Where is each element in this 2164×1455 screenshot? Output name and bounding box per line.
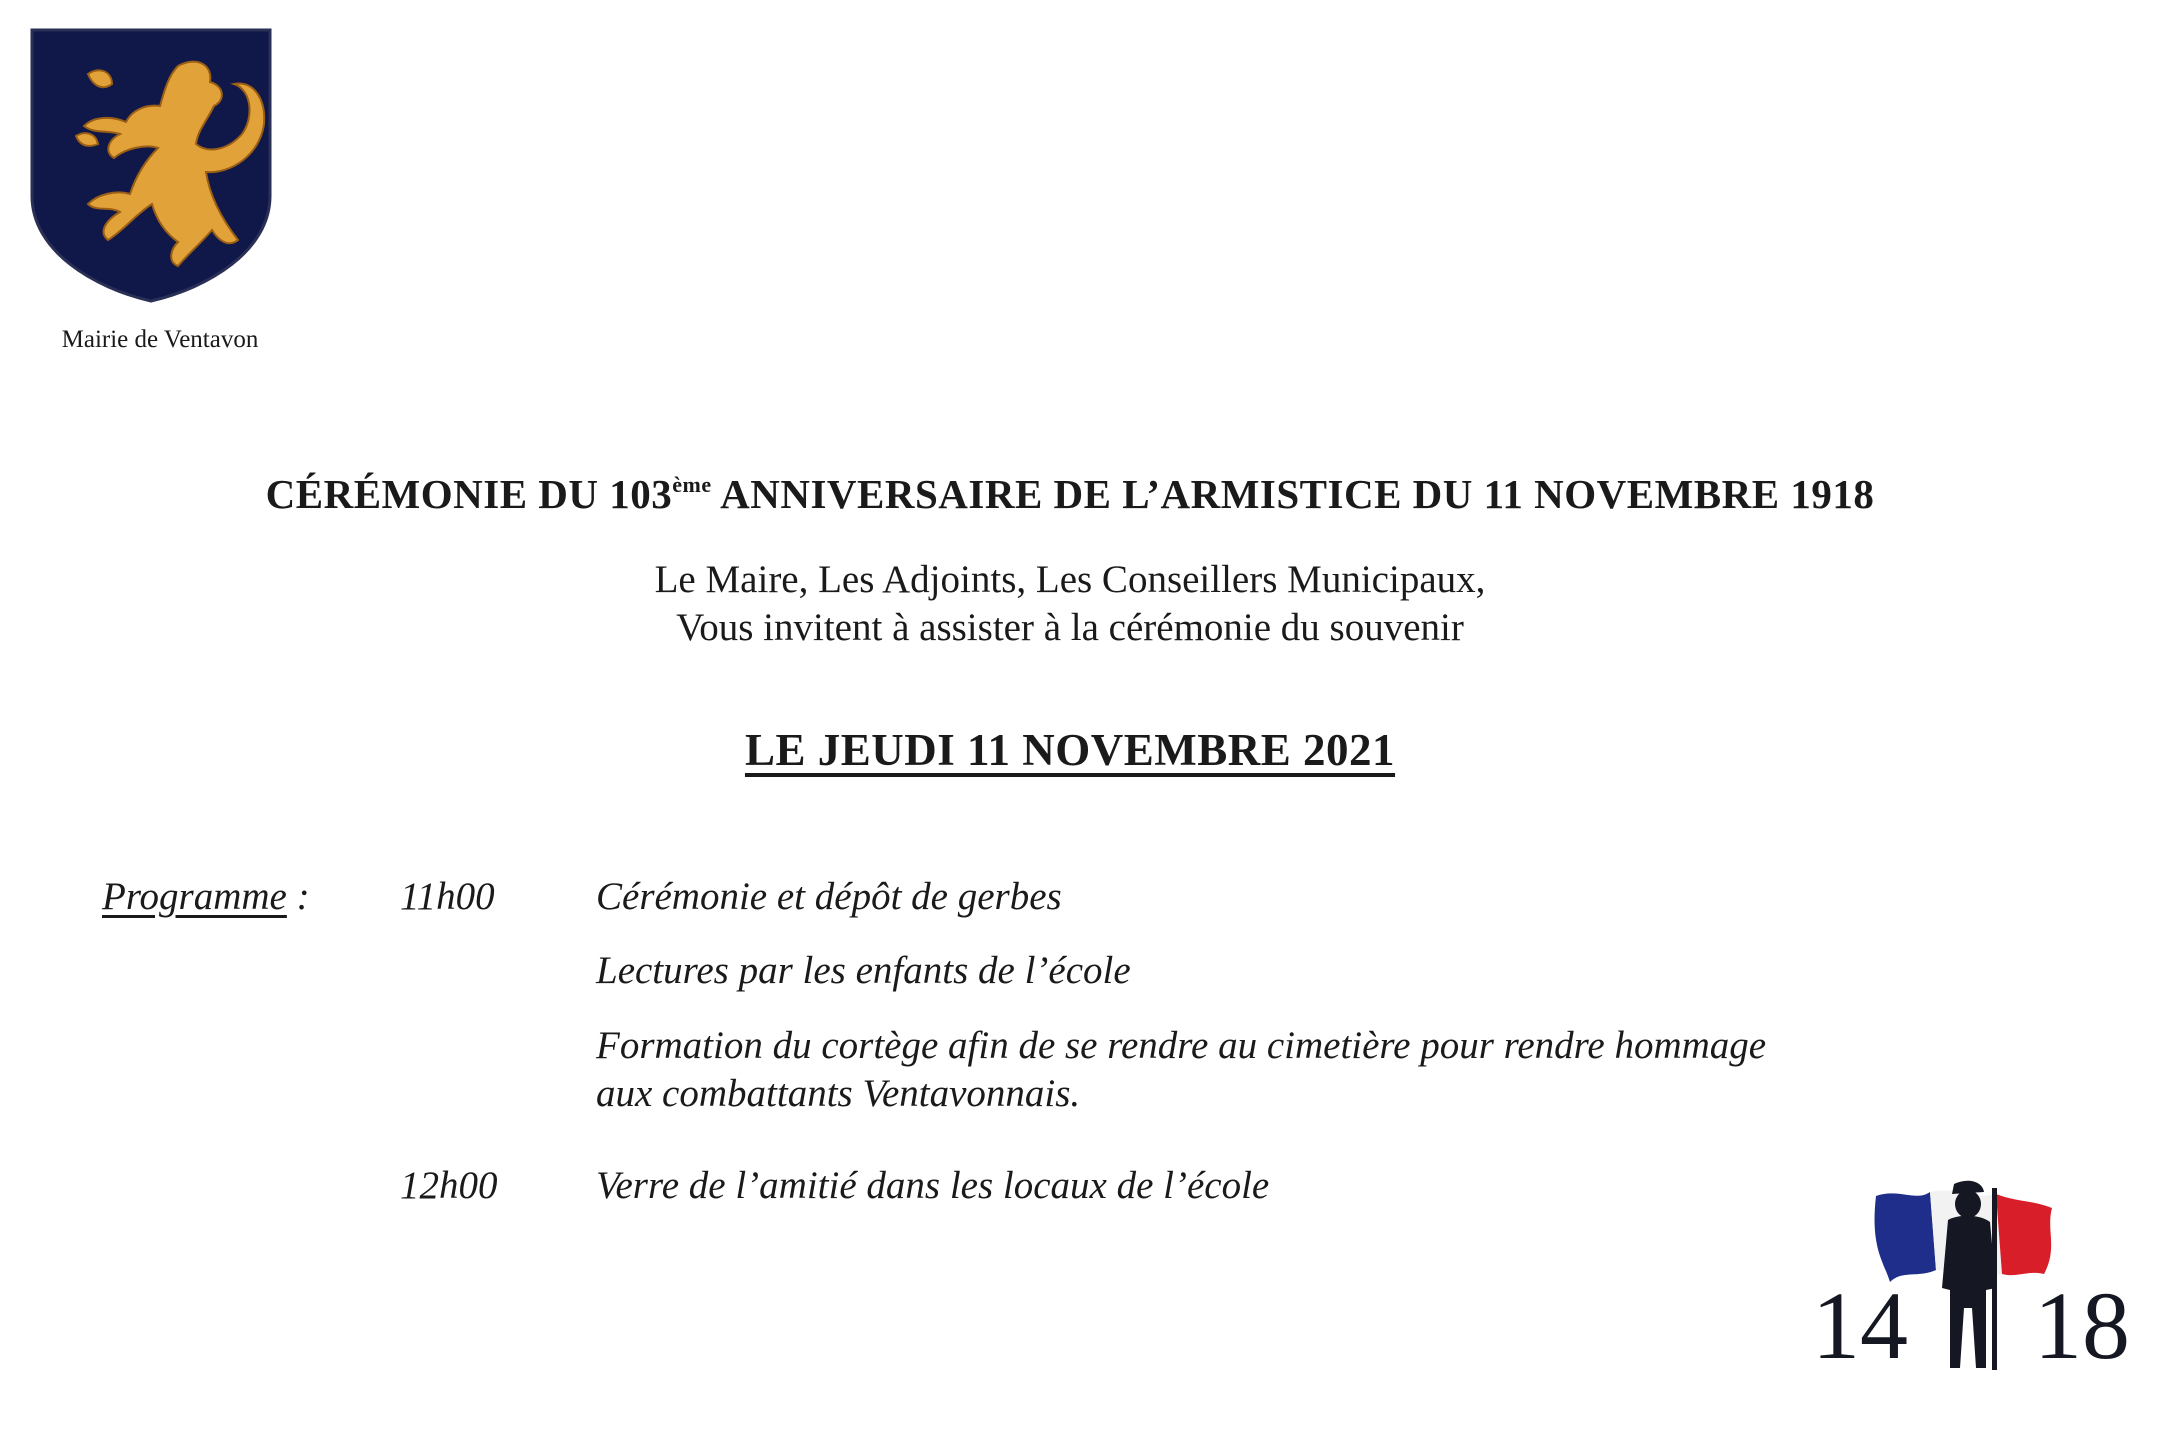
coat-of-arms-logo (28, 26, 274, 304)
title-part-2: ANNIVERSAIRE DE L’ARMISTICE DU 11 NOVEMBRE 1918 (711, 471, 1875, 517)
flag-blue (1875, 1192, 1936, 1282)
programme-time: 11h00 (400, 875, 495, 918)
ww1-memorial-emblem (1806, 1178, 2156, 1390)
programme-activity (596, 1022, 1996, 1118)
programme-activity-line: aux combattants Ventavonnais. (596, 1072, 1081, 1115)
event-date: LE JEUDI 11 NOVEMBRE 2021 (744, 725, 1396, 775)
programme-activity: Cérémonie et dépôt de gerbes (596, 875, 1062, 918)
programme-activity-line: Formation du cortège afin de se rendre au cimetière pour rendre hommage (596, 1024, 1767, 1067)
title-part-1: CÉRÉMONIE DU 103 (265, 471, 673, 517)
programme-time: 12h00 (400, 1164, 498, 1207)
invitation-line-2: Vous invitent à assister à la cérémonie du souvenir (676, 606, 1464, 649)
programme-label (102, 874, 310, 919)
programme-colon: : (286, 875, 310, 918)
programme-activity: Lectures par les enfants de l’école (596, 949, 1131, 992)
invitation-line-1: Le Maire, Les Adjoints, Les Conseillers Municipaux, (654, 558, 1486, 601)
mairie-label: Mairie de Ventavon (61, 326, 259, 353)
flag-red (1996, 1194, 2052, 1275)
emblem-year-left: 14 (1812, 1272, 1908, 1379)
ceremony-title (0, 470, 2140, 518)
invitation-text (0, 556, 2140, 652)
emblem-year-right: 18 (2034, 1272, 2130, 1379)
programme-activity: Verre de l’amitié dans les locaux de l’école (596, 1164, 1270, 1207)
programme-word: Programme (102, 875, 287, 918)
title-ordinal: ème (672, 472, 712, 497)
